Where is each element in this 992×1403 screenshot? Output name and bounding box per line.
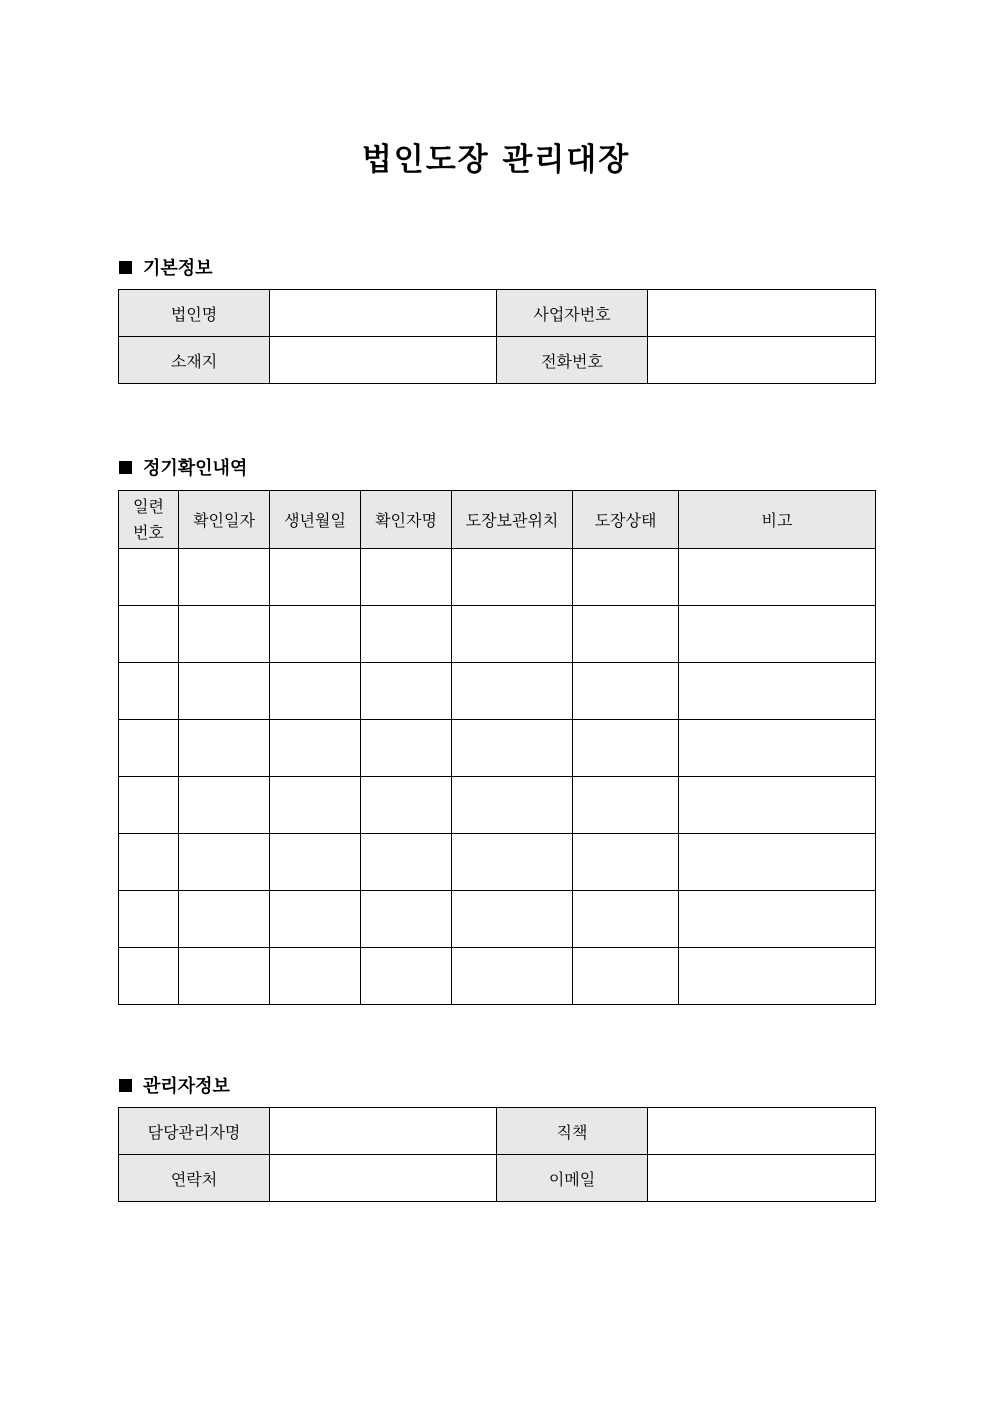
- location-cell[interactable]: [452, 948, 573, 1005]
- serial-no-cell[interactable]: [119, 777, 179, 834]
- section-heading-label: 정기확인내역: [143, 458, 248, 479]
- table-row: [119, 290, 876, 337]
- checker-cell[interactable]: [361, 549, 452, 606]
- table-row: [119, 549, 876, 606]
- address-field[interactable]: [270, 337, 497, 384]
- note-cell[interactable]: [679, 606, 876, 663]
- birth-date-cell[interactable]: [270, 834, 361, 891]
- serial-no-header: [119, 491, 179, 549]
- table-row: [119, 337, 876, 384]
- phone-field[interactable]: [648, 337, 876, 384]
- note-cell[interactable]: [679, 663, 876, 720]
- location-cell[interactable]: [452, 549, 573, 606]
- note-cell[interactable]: [679, 777, 876, 834]
- note-cell[interactable]: [679, 834, 876, 891]
- birth-date-cell[interactable]: [270, 891, 361, 948]
- checker-cell[interactable]: [361, 663, 452, 720]
- status-cell[interactable]: [573, 948, 679, 1005]
- table-row: [119, 720, 876, 777]
- check-date-cell[interactable]: [179, 606, 270, 663]
- birth-date-cell[interactable]: [270, 720, 361, 777]
- status-cell[interactable]: [573, 834, 679, 891]
- serial-no-header-line1: 일련: [133, 496, 164, 516]
- checker-cell[interactable]: [361, 720, 452, 777]
- birth-date-cell[interactable]: [270, 663, 361, 720]
- position-field[interactable]: [648, 1108, 876, 1155]
- status-cell[interactable]: [573, 720, 679, 777]
- location-cell[interactable]: [452, 777, 573, 834]
- manager-name-label: 담당관리자명: [119, 1108, 270, 1155]
- checker-cell[interactable]: [361, 777, 452, 834]
- status-cell[interactable]: [573, 891, 679, 948]
- contact-label: 연락처: [119, 1155, 270, 1202]
- section-heading-label: 기본정보: [143, 258, 213, 279]
- location-cell[interactable]: [452, 663, 573, 720]
- check-date-cell[interactable]: [179, 663, 270, 720]
- basic-info-table: [118, 289, 876, 384]
- note-header: 비고: [679, 491, 876, 549]
- table-row: [119, 606, 876, 663]
- status-cell[interactable]: [573, 663, 679, 720]
- table-row: [119, 948, 876, 1005]
- note-cell[interactable]: [679, 549, 876, 606]
- table-row: [119, 1108, 876, 1155]
- serial-no-cell[interactable]: [119, 948, 179, 1005]
- location-cell[interactable]: [452, 891, 573, 948]
- note-cell[interactable]: [679, 891, 876, 948]
- section-heading-manager: [119, 1072, 230, 1098]
- location-cell[interactable]: [452, 606, 573, 663]
- square-bullet-icon: [119, 1079, 132, 1092]
- biz-no-field[interactable]: [648, 290, 876, 337]
- serial-no-cell[interactable]: [119, 834, 179, 891]
- checker-header: 확인자명: [361, 491, 452, 549]
- status-cell[interactable]: [573, 549, 679, 606]
- section-heading-label: 관리자정보: [143, 1076, 230, 1097]
- serial-no-cell[interactable]: [119, 663, 179, 720]
- page-title: 법인도장 관리대장: [361, 142, 631, 178]
- check-date-cell[interactable]: [179, 720, 270, 777]
- corp-name-field[interactable]: [270, 290, 497, 337]
- check-date-cell[interactable]: [179, 777, 270, 834]
- manager-name-field[interactable]: [270, 1108, 497, 1155]
- check-date-header: 확인일자: [179, 491, 270, 549]
- table-row: [119, 777, 876, 834]
- birth-date-cell[interactable]: [270, 948, 361, 1005]
- check-table-body: [119, 549, 876, 1005]
- check-date-cell[interactable]: [179, 891, 270, 948]
- check-date-cell[interactable]: [179, 948, 270, 1005]
- location-header: 도장보관위치: [452, 491, 573, 549]
- check-date-cell[interactable]: [179, 549, 270, 606]
- checker-cell[interactable]: [361, 834, 452, 891]
- table-row: [119, 1155, 876, 1202]
- birth-date-cell[interactable]: [270, 549, 361, 606]
- birth-date-header: 생년월일: [270, 491, 361, 549]
- table-row: [119, 891, 876, 948]
- table-header-row: [119, 491, 876, 549]
- address-label: 소재지: [119, 337, 270, 384]
- checker-cell[interactable]: [361, 606, 452, 663]
- check-history-table: [118, 490, 876, 1005]
- status-header: 도장상태: [573, 491, 679, 549]
- phone-label: 전화번호: [497, 337, 648, 384]
- location-cell[interactable]: [452, 834, 573, 891]
- serial-no-cell[interactable]: [119, 549, 179, 606]
- checker-cell[interactable]: [361, 948, 452, 1005]
- serial-no-cell[interactable]: [119, 606, 179, 663]
- email-field[interactable]: [648, 1155, 876, 1202]
- biz-no-label: 사업자번호: [497, 290, 648, 337]
- location-cell[interactable]: [452, 720, 573, 777]
- square-bullet-icon: [119, 461, 132, 474]
- corp-name-label: 법인명: [119, 290, 270, 337]
- serial-no-cell[interactable]: [119, 720, 179, 777]
- status-cell[interactable]: [573, 606, 679, 663]
- note-cell[interactable]: [679, 948, 876, 1005]
- section-heading-basic: [119, 254, 213, 280]
- contact-field[interactable]: [270, 1155, 497, 1202]
- check-date-cell[interactable]: [179, 834, 270, 891]
- serial-no-header-line2: 번호: [133, 522, 164, 542]
- table-row: [119, 834, 876, 891]
- status-cell[interactable]: [573, 777, 679, 834]
- birth-date-cell[interactable]: [270, 777, 361, 834]
- position-label: 직책: [497, 1108, 648, 1155]
- serial-no-cell[interactable]: [119, 891, 179, 948]
- birth-date-cell[interactable]: [270, 606, 361, 663]
- manager-info-table: [118, 1107, 876, 1202]
- email-label: 이메일: [497, 1155, 648, 1202]
- table-row: [119, 663, 876, 720]
- note-cell[interactable]: [679, 720, 876, 777]
- square-bullet-icon: [119, 261, 132, 274]
- section-heading-check: [119, 454, 247, 480]
- checker-cell[interactable]: [361, 891, 452, 948]
